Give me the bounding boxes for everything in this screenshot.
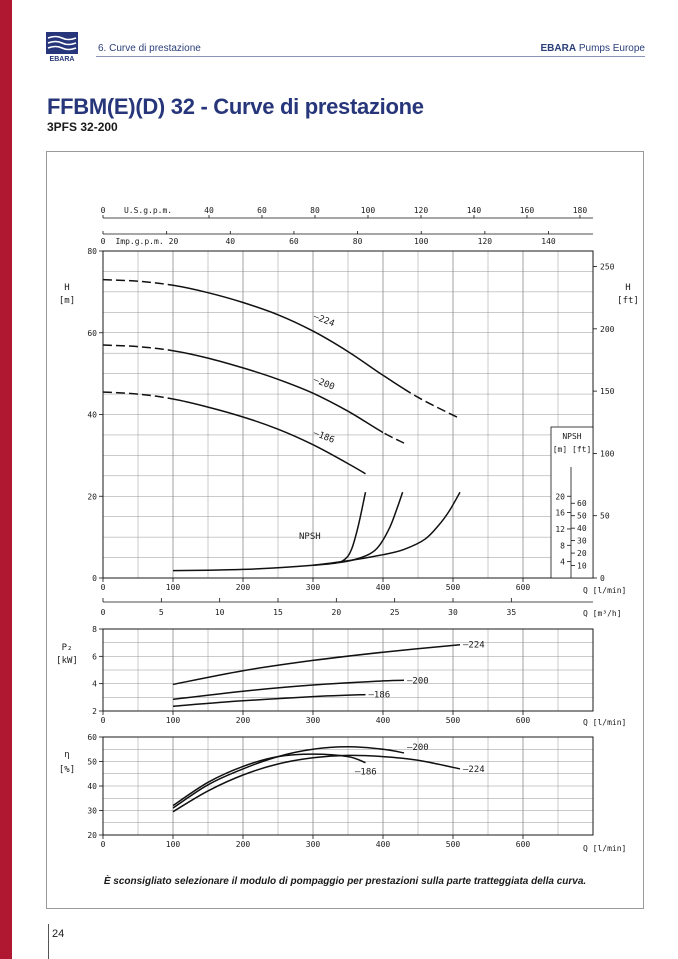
npsh-scale-header: NPSH <box>562 432 582 441</box>
usgpm-tick-label: 160 <box>519 206 535 215</box>
usgpm-tick-label: 40 <box>204 206 214 215</box>
eff-curve-label-224: –224 <box>463 764 485 775</box>
head-xtick-label: 500 <box>445 583 461 592</box>
head-xtick-label: 100 <box>165 583 181 592</box>
eff-xlabel: Q [l/min] <box>583 844 627 853</box>
power-curve-label-186: –186 <box>368 690 391 701</box>
npsh-annotation: NPSH <box>299 532 321 543</box>
head-curve-label-200: –200 <box>311 375 336 393</box>
usgpm-tick-label: 60 <box>257 206 267 215</box>
page-title: FFBM(E)(D) 32 - Curve di prestazione <box>47 94 424 119</box>
head-series-NPSH-186 <box>173 492 366 570</box>
eff-ytick-label: 20 <box>87 831 97 840</box>
head-ytick-label: 20 <box>87 492 97 502</box>
power-xtick-label: 300 <box>305 716 321 725</box>
power-curve-label-200: –200 <box>407 676 429 687</box>
power-xtick-label: 200 <box>235 716 251 725</box>
impgpm-tick-label: 20 <box>168 237 179 246</box>
eff-ytick-label: 50 <box>87 757 97 767</box>
npsh-m-tick-label: 4 <box>560 557 565 567</box>
m3h-tick-label: 15 <box>273 608 283 617</box>
logo-text: EBARA <box>49 56 75 62</box>
eff-curve-label-186: –186 <box>355 767 377 778</box>
impgpm-tick-label: 60 <box>289 237 299 246</box>
head-ylabel: H <box>64 283 70 293</box>
head-curve-label-224: –224 <box>311 311 336 330</box>
head-xlabel: Q [l/min] <box>583 586 627 595</box>
m3h-tick-label: 20 <box>331 608 342 617</box>
m3h-tick-label: 5 <box>158 608 164 617</box>
eff-xtick-label: 100 <box>165 840 181 849</box>
npsh-ft-tick-label: 10 <box>577 561 587 571</box>
impgpm-tick-label: 0 <box>100 237 106 246</box>
impgpm-tick-label: 100 <box>413 237 429 246</box>
eff-xtick-label: 0 <box>100 840 106 849</box>
head-ytick-label: 60 <box>87 328 97 338</box>
usgpm-label: U.S.g.p.m. <box>123 206 173 215</box>
npsh-ft-tick-label: 50 <box>577 511 587 521</box>
head-xtick-label: 300 <box>305 583 321 592</box>
head-right-tick-label: 50 <box>600 511 610 521</box>
head-right-tick-label: 250 <box>600 262 615 272</box>
head-xtick-label: 400 <box>375 583 391 592</box>
head-ytick-label: 80 <box>87 247 97 256</box>
eff-ytick-label: 60 <box>87 733 97 742</box>
head-right-ylabel: H <box>625 283 631 293</box>
power-curve-label-224: –224 <box>463 640 485 651</box>
npsh-m-tick-label: 8 <box>560 541 565 551</box>
eff-series-224 <box>173 755 460 811</box>
power-xlabel: Q [l/min] <box>583 718 627 727</box>
npsh-m-tick-label: 12 <box>555 524 565 534</box>
m3h-tick-label: 10 <box>214 608 225 617</box>
power-ytick-label: 6 <box>92 652 97 662</box>
power-xtick-label: 400 <box>375 716 391 725</box>
impgpm-tick-label: 140 <box>541 237 556 246</box>
head-right-tick-label: 100 <box>600 449 615 459</box>
eff-ylabel-unit: [%] <box>58 765 76 775</box>
npsh-scale-units: [m] [ft] <box>552 445 592 454</box>
head-xtick-label: 600 <box>515 583 531 592</box>
eff-ytick-label: 40 <box>87 782 97 791</box>
npsh-ft-tick-label: 40 <box>577 524 587 534</box>
usgpm-tick-label: 180 <box>572 206 588 215</box>
page-number-rule <box>48 924 49 959</box>
npsh-ft-tick-label: 30 <box>577 536 587 546</box>
power-xtick-label: 0 <box>100 716 106 725</box>
head-xtick-label: 200 <box>235 583 251 592</box>
eff-xtick-label: 400 <box>375 840 391 849</box>
usgpm-tick-label: 0 <box>100 206 106 215</box>
m3h-tick-label: 30 <box>448 608 458 617</box>
head-series-NPSH-224 <box>313 492 460 565</box>
usgpm-tick-label: 140 <box>466 206 482 215</box>
m3h-tick-label: 0 <box>100 608 106 617</box>
head-curve-label-186: –186 <box>311 428 336 446</box>
head-right-tick-label: 0 <box>600 574 605 583</box>
usgpm-tick-label: 100 <box>360 206 376 215</box>
eff-curve-label-200: –200 <box>407 742 429 753</box>
usgpm-tick-label: 80 <box>310 206 320 215</box>
usgpm-tick-label: 120 <box>413 206 429 215</box>
head-right-tick-label: 150 <box>600 387 615 397</box>
power-xtick-label: 100 <box>165 716 181 725</box>
page-subtitle: 3PFS 32-200 <box>47 120 118 134</box>
impgpm-tick-label: 80 <box>352 237 363 246</box>
impgpm-tick-label: 120 <box>477 237 493 246</box>
npsh-ft-tick-label: 20 <box>577 549 587 559</box>
section-label: 6. Curve di prestazione <box>98 43 201 54</box>
brand-bold: EBARA <box>540 43 577 54</box>
eff-xtick-label: 300 <box>305 840 321 849</box>
m3h-xlabel: Q [m³/h] <box>583 609 622 618</box>
power-xtick-label: 600 <box>515 716 531 725</box>
npsh-m-tick-label: 20 <box>555 492 565 502</box>
impgpm-label: Imp.g.p.m. <box>115 237 164 246</box>
power-ylabel: P₂ <box>61 643 73 653</box>
m3h-tick-label: 25 <box>389 608 400 617</box>
head-xtick-label: 0 <box>100 583 106 592</box>
impgpm-tick-label: 40 <box>225 237 236 246</box>
power-ytick-label: 8 <box>92 625 97 634</box>
head-right-tick-label: 200 <box>600 324 615 334</box>
npsh-ft-tick-label: 60 <box>577 499 587 509</box>
head-ytick-label: 40 <box>87 410 97 420</box>
head-right-ylabel-unit: [ft] <box>617 296 639 306</box>
eff-xtick-label: 500 <box>445 840 461 849</box>
eff-xtick-label: 200 <box>235 840 251 849</box>
power-ytick-label: 2 <box>92 707 97 716</box>
page-number: 24 <box>52 928 65 940</box>
power-ytick-label: 4 <box>92 679 97 689</box>
npsh-m-tick-label: 16 <box>555 508 565 518</box>
footnote: È sconsigliato selezionare il modulo di pompaggio per prestazioni sulla parte tratteggiata della curva. <box>103 876 587 887</box>
power-ylabel-unit: [kW] <box>56 656 78 666</box>
power-xtick-label: 500 <box>445 716 461 725</box>
eff-ytick-label: 30 <box>87 806 97 816</box>
brand-rest: Pumps Europe <box>576 43 645 54</box>
eff-series-186 <box>173 754 366 806</box>
m3h-tick-label: 35 <box>506 608 517 617</box>
eff-ylabel: η <box>64 750 70 760</box>
eff-xtick-label: 600 <box>515 840 531 849</box>
head-ytick-label: 0 <box>92 574 97 583</box>
head-ylabel-unit: [m] <box>58 296 76 306</box>
